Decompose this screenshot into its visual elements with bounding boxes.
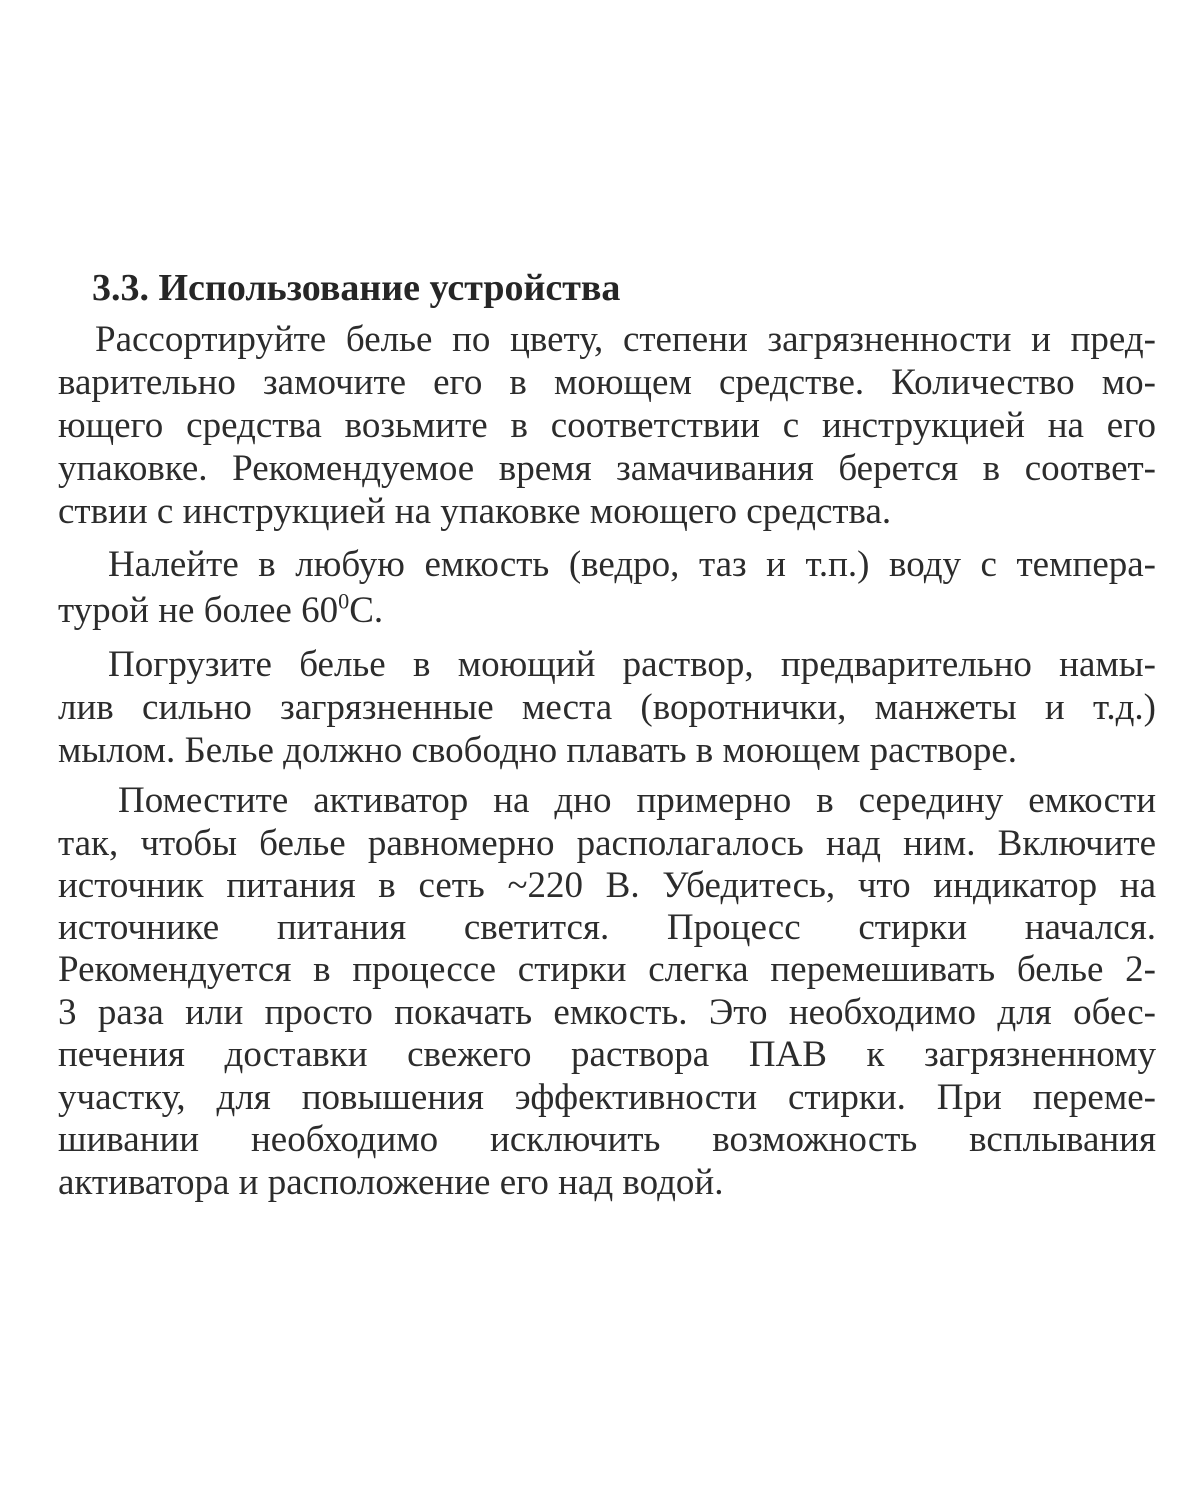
text-line: Рекомендуется в процессе стирки слегка перемешивать белье 2- <box>58 949 1156 990</box>
paragraph-4-line-8 <box>58 1076 1156 1120</box>
text-line: Рассортируйте белье по цвету, степени загрязненности и пред- <box>95 319 1156 360</box>
paragraph-4-line-10 <box>58 1161 1156 1205</box>
paragraph-4-line-3 <box>58 864 1156 908</box>
text-line: варительно замочите его в моющем средстве. Количество мо- <box>58 362 1156 403</box>
text-line: источник питания в сеть ~220 В. Убедитесь, что индикатор на <box>58 865 1156 906</box>
paragraph-2-line-2 <box>58 589 1156 633</box>
paragraph-4-line-7 <box>58 1033 1156 1077</box>
section-heading-text: 3.3. Использование устройства <box>92 267 621 309</box>
paragraph-3-line-3 <box>58 729 1156 773</box>
paragraph-3-line-1 <box>108 643 1156 687</box>
paragraph-4-line-2 <box>58 822 1156 866</box>
text-line: турой не более 60 <box>58 590 339 631</box>
text-line: Погрузите белье в моющий раствор, предварительно намы- <box>108 644 1156 685</box>
paragraph-1-line-4 <box>58 447 1156 491</box>
paragraph-4-line-5 <box>58 948 1156 992</box>
text-line: участку, для повышения эффективности стирки. При переме- <box>58 1077 1156 1118</box>
paragraph-2-line-1 <box>108 543 1156 587</box>
text-line: ющего средства возьмите в соответствии с инструкцией на его <box>58 405 1156 446</box>
paragraph-4-line-6 <box>58 991 1156 1035</box>
text-line: Поместите активатор на дно примерно в середину емкости <box>118 780 1156 821</box>
section-heading <box>92 266 620 310</box>
text-line: шивании необходимо исключить возможность всплывания <box>58 1119 1156 1160</box>
paragraph-1-line-5 <box>58 490 1156 534</box>
text-line: так, чтобы белье равномерно располагалось над ним. Включите <box>58 823 1156 864</box>
text-line: мылом. Белье должно свободно плавать в моющем растворе. <box>58 730 1018 771</box>
paragraph-1-line-2 <box>58 361 1156 405</box>
degree-superscript: 0 <box>338 588 350 614</box>
text-line: ствии с инструкцией на упаковке моющего средства. <box>58 491 892 532</box>
text-line: печения доставки свежего раствора ПАВ к загрязненному <box>58 1034 1156 1075</box>
text-line: Налейте в любую емкость (ведро, таз и т.п.) воду с темпера- <box>108 544 1156 585</box>
text-line: активатора и расположение его над водой. <box>58 1162 724 1203</box>
text-line: упаковке. Рекомендуемое время замачивания берется в соответ- <box>58 448 1156 489</box>
paragraph-3-line-2 <box>58 686 1156 730</box>
text-line: 3 раза или просто покачать емкость. Это необходимо для обес- <box>58 992 1156 1033</box>
text-line: лив сильно загрязненные места (воротнички, манжеты и т.д.) <box>58 687 1156 728</box>
paragraph-1-line-3 <box>58 404 1156 448</box>
paragraph-4-line-9 <box>58 1118 1156 1162</box>
text-line: источнике питания светится. Процесс стирки начался. <box>58 907 1156 948</box>
text-line: С. <box>349 590 384 631</box>
paragraph-4-line-4 <box>58 906 1156 950</box>
paragraph-4-line-1 <box>118 779 1156 823</box>
paragraph-1-line-1 <box>95 318 1156 362</box>
